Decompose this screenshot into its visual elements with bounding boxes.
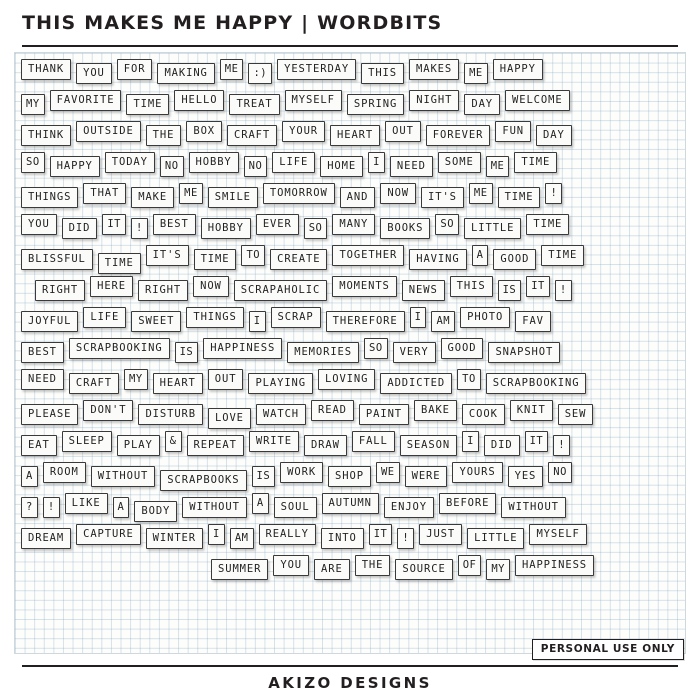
wordbit-chip[interactable]: HAPPY bbox=[50, 156, 100, 177]
wordbit-chip[interactable]: SCRAPBOOKING bbox=[486, 373, 587, 394]
wordbit-chip[interactable]: YES bbox=[508, 466, 544, 487]
wordbit-chip[interactable]: YESTERDAY bbox=[277, 59, 356, 80]
wordbit-chip[interactable]: IT bbox=[369, 524, 393, 545]
wordbit-chip[interactable]: FAV bbox=[515, 311, 551, 332]
wordbit-chip[interactable]: TO bbox=[241, 245, 265, 266]
wordbit-chip[interactable]: MOMENTS bbox=[332, 276, 397, 297]
wordbit-chip[interactable]: MY bbox=[124, 369, 148, 390]
wordbit-row bbox=[21, 369, 679, 399]
wordbit-chip[interactable]: YOURS bbox=[452, 462, 502, 483]
wordbit-chip[interactable]: LOVING bbox=[318, 369, 375, 390]
wordbit-chip[interactable]: CREATE bbox=[270, 249, 327, 270]
wordbit-chip[interactable]: TOMORROW bbox=[263, 183, 335, 204]
wordbit-chip[interactable]: TO bbox=[457, 369, 481, 390]
wordbit-row bbox=[21, 307, 679, 337]
wordbit-chip[interactable]: LITTLE bbox=[467, 528, 524, 549]
wordbit-chip[interactable]: ! bbox=[43, 497, 60, 518]
wordbit-chip[interactable]: HAPPINESS bbox=[515, 555, 594, 576]
wordbit-chip[interactable]: BAKE bbox=[414, 400, 457, 421]
wordbit-chip[interactable]: SMILE bbox=[208, 187, 258, 208]
wordbit-chip[interactable]: I bbox=[208, 524, 225, 545]
wordbits-sheet bbox=[14, 52, 686, 654]
wordbit-chip[interactable]: JUST bbox=[419, 524, 462, 545]
wordbit-chip[interactable]: MAKING bbox=[157, 63, 214, 84]
wordbit-chip[interactable]: LOVE bbox=[208, 408, 251, 429]
wordbit-chip[interactable]: NO bbox=[548, 462, 572, 483]
personal-use-badge: PERSONAL USE ONLY bbox=[532, 639, 684, 660]
wordbit-chip[interactable]: SOME bbox=[438, 152, 481, 173]
page-header bbox=[0, 0, 700, 46]
wordbit-chip[interactable]: ! bbox=[553, 435, 570, 456]
wordbit-row bbox=[21, 555, 679, 585]
wordbit-chip[interactable]: WITHOUT bbox=[91, 466, 156, 487]
wordbit-chip[interactable]: SHOP bbox=[328, 466, 371, 487]
wordbit-chip[interactable]: DID bbox=[62, 218, 98, 239]
wordbit-chip[interactable]: SCRAPBOOKS bbox=[160, 470, 246, 491]
wordbit-chip[interactable]: IS bbox=[498, 280, 522, 301]
wordbit-chip[interactable]: DID bbox=[484, 435, 520, 456]
wordbit-chip[interactable]: FOR bbox=[117, 59, 153, 80]
wordbit-chip[interactable]: CRAFT bbox=[69, 373, 119, 394]
wordbit-chip[interactable]: LIFE bbox=[83, 307, 126, 328]
wordbit-chip[interactable]: EAT bbox=[21, 435, 57, 456]
wordbit-chip[interactable]: THEREFORE bbox=[326, 311, 405, 332]
wordbit-chip[interactable]: HEART bbox=[330, 125, 380, 146]
wordbit-row bbox=[21, 121, 679, 151]
wordbit-chip[interactable]: BODY bbox=[134, 501, 177, 522]
wordbit-chip[interactable]: SOUL bbox=[274, 497, 317, 518]
wordbit-chip[interactable]: PLEASE bbox=[21, 404, 78, 425]
wordbit-chip[interactable]: I bbox=[249, 311, 266, 332]
wordbit-chip[interactable]: THANK bbox=[21, 59, 71, 80]
wordbit-chip[interactable]: TREAT bbox=[229, 94, 279, 115]
wordbit-chip[interactable]: WORK bbox=[280, 462, 323, 483]
wordbit-chip[interactable]: TIME bbox=[126, 94, 169, 115]
wordbit-chip[interactable]: NOW bbox=[193, 276, 229, 297]
wordbit-chip[interactable]: TIME bbox=[498, 187, 541, 208]
wordbit-chip[interactable]: DREAM bbox=[21, 528, 71, 549]
wordbit-chip[interactable]: GOOD bbox=[441, 338, 484, 359]
wordbit-chip[interactable]: TIME bbox=[98, 253, 141, 274]
wordbit-chip[interactable]: HERE bbox=[90, 276, 133, 297]
wordbit-chip[interactable]: ME bbox=[486, 156, 510, 177]
wordbit-chip[interactable]: MYSELF bbox=[529, 524, 586, 545]
page-title: THIS MAKES ME HAPPY | WORDBITS bbox=[22, 12, 443, 34]
wordbit-chip[interactable]: AM bbox=[431, 311, 455, 332]
wordbit-chip[interactable]: THIS bbox=[361, 63, 404, 84]
wordbit-row bbox=[21, 59, 679, 89]
wordbit-chip[interactable]: FAVORITE bbox=[50, 90, 122, 111]
wordbit-row bbox=[21, 90, 679, 120]
wordbit-chip[interactable]: LIFE bbox=[272, 152, 315, 173]
wordbit-chip[interactable]: THAT bbox=[83, 183, 126, 204]
wordbit-chip[interactable]: DISTURB bbox=[138, 404, 203, 425]
wordbit-chip[interactable]: WELCOME bbox=[505, 90, 570, 111]
wordbit-chip[interactable]: NOW bbox=[380, 183, 416, 204]
wordbit-chip[interactable]: OUT bbox=[385, 121, 421, 142]
wordbit-row bbox=[21, 152, 679, 182]
wordbit-chip[interactable]: FALL bbox=[352, 431, 395, 452]
wordbit-chip[interactable]: PLAYING bbox=[248, 373, 313, 394]
wordbit-row bbox=[21, 400, 679, 430]
wordbit-chip[interactable]: CRAFT bbox=[227, 125, 277, 146]
wordbit-chip[interactable]: :) bbox=[248, 63, 272, 84]
wordbit-chip[interactable]: OUT bbox=[208, 369, 244, 390]
wordbit-chip[interactable]: MAKES bbox=[409, 59, 459, 80]
wordbit-chip[interactable]: EVER bbox=[256, 214, 299, 235]
wordbit-chip[interactable]: I bbox=[462, 431, 479, 452]
wordbit-chip[interactable]: ! bbox=[545, 183, 562, 204]
wordbit-chip[interactable]: ? bbox=[21, 497, 38, 518]
wordbit-chip[interactable]: WITHOUT bbox=[182, 497, 247, 518]
wordbit-row bbox=[21, 338, 679, 368]
brand-name: AKIZO DESIGNS bbox=[268, 674, 432, 692]
wordbit-chip[interactable]: PHOTO bbox=[460, 307, 510, 328]
wordbit-chip[interactable]: AUTUMN bbox=[322, 493, 379, 514]
wordbit-chip[interactable]: DON'T bbox=[83, 400, 133, 421]
wordbit-chip[interactable]: PLAY bbox=[117, 435, 160, 456]
wordbit-chip[interactable]: MEMORIES bbox=[287, 342, 359, 363]
wordbit-chip[interactable]: ARE bbox=[314, 559, 350, 580]
wordbit-chip[interactable]: LIKE bbox=[65, 493, 108, 514]
wordbit-chip[interactable]: TODAY bbox=[105, 152, 155, 173]
wordbit-chip[interactable]: YOU bbox=[273, 555, 309, 576]
wordbit-chip[interactable]: ADDICTED bbox=[380, 373, 452, 394]
wordbit-chip[interactable]: REPEAT bbox=[187, 435, 244, 456]
wordbit-chip[interactable]: SEW bbox=[558, 404, 594, 425]
wordbit-chip[interactable]: A bbox=[252, 493, 269, 514]
wordbit-chip[interactable]: SEASON bbox=[400, 435, 457, 456]
wordbit-chip[interactable]: BEFORE bbox=[439, 493, 496, 514]
wordbit-chip[interactable]: SO bbox=[435, 214, 459, 235]
wordbit-chip[interactable]: HOBBY bbox=[189, 152, 239, 173]
wordbit-row bbox=[21, 214, 679, 244]
wordbit-chip[interactable]: TIME bbox=[514, 152, 557, 173]
wordbit-chip[interactable]: CAPTURE bbox=[76, 524, 141, 545]
wordbit-chip[interactable]: IT bbox=[526, 276, 550, 297]
wordbit-chip[interactable]: IS bbox=[175, 342, 199, 363]
wordbit-chip[interactable]: ME bbox=[469, 183, 493, 204]
wordbit-chip[interactable]: DAY bbox=[536, 125, 572, 146]
wordbit-chip[interactable]: IT'S bbox=[146, 245, 189, 266]
wordbit-chip[interactable]: OUTSIDE bbox=[76, 121, 141, 142]
wordbit-chip[interactable]: HAVING bbox=[409, 249, 466, 270]
wordbit-chip[interactable]: HEART bbox=[153, 373, 203, 394]
wordbit-chip[interactable]: JOYFUL bbox=[21, 311, 78, 332]
wordbit-row bbox=[21, 524, 679, 554]
wordbit-chip[interactable]: IT'S bbox=[421, 187, 464, 208]
wordbit-chip[interactable]: TIME bbox=[541, 245, 584, 266]
wordbit-chip[interactable]: SCRAPAHOLIC bbox=[234, 280, 327, 301]
wordbit-chip[interactable]: NEWS bbox=[402, 280, 445, 301]
wordbit-chip[interactable]: BOX bbox=[186, 121, 222, 142]
wordbit-chip[interactable]: SNAPSHOT bbox=[488, 342, 560, 363]
wordbit-chip[interactable]: TIME bbox=[194, 249, 237, 270]
wordbit-chip[interactable]: FUN bbox=[495, 121, 531, 142]
wordbit-chip[interactable]: SO bbox=[304, 218, 328, 239]
page-footer bbox=[0, 666, 700, 700]
wordbit-chip[interactable]: YOU bbox=[21, 214, 57, 235]
wordbit-chip[interactable]: REALLY bbox=[259, 524, 316, 545]
wordbits-rows bbox=[21, 59, 679, 585]
wordbit-chip[interactable]: MYSELF bbox=[285, 90, 342, 111]
wordbit-chip[interactable]: A bbox=[21, 466, 38, 487]
wordbit-chip[interactable]: WE bbox=[376, 462, 400, 483]
wordbit-chip[interactable]: BEST bbox=[153, 214, 196, 235]
wordbit-chip[interactable]: KNIT bbox=[510, 400, 553, 421]
wordbit-chip[interactable]: YOU bbox=[76, 63, 112, 84]
wordbit-chip[interactable]: THINGS bbox=[186, 307, 243, 328]
wordbit-chip[interactable]: OF bbox=[458, 555, 482, 576]
wordbit-row bbox=[21, 462, 679, 492]
wordbit-chip[interactable]: THINK bbox=[21, 125, 71, 146]
wordbit-chip[interactable]: PAINT bbox=[359, 404, 409, 425]
wordbit-chip[interactable]: SWEET bbox=[131, 311, 181, 332]
wordbit-chip[interactable]: MANY bbox=[332, 214, 375, 235]
wordbit-chip[interactable]: I bbox=[368, 152, 385, 173]
wordbit-chip[interactable]: WITHOUT bbox=[501, 497, 566, 518]
wordbit-chip[interactable]: NO bbox=[244, 156, 268, 177]
wordbit-chip[interactable]: FOREVER bbox=[426, 125, 491, 146]
wordbit-chip[interactable]: SCRAP bbox=[271, 307, 321, 328]
wordbit-chip[interactable]: WRITE bbox=[249, 431, 299, 452]
wordbit-chip[interactable]: BLISSFUL bbox=[21, 249, 93, 270]
wordbit-chip[interactable]: GOOD bbox=[493, 249, 536, 270]
wordbit-chip[interactable]: TOGETHER bbox=[332, 245, 404, 266]
wordbit-chip[interactable]: NO bbox=[160, 156, 184, 177]
wordbit-chip[interactable]: I bbox=[410, 307, 427, 328]
wordbit-row bbox=[21, 493, 679, 523]
wordbit-chip[interactable]: THINGS bbox=[21, 187, 78, 208]
wordbit-chip[interactable]: RIGHT bbox=[35, 280, 85, 301]
wordbit-chip[interactable]: LITTLE bbox=[464, 218, 521, 239]
wordbit-chip[interactable]: SO bbox=[21, 152, 45, 173]
wordbit-chip[interactable]: IT bbox=[102, 214, 126, 235]
wordbit-chip[interactable]: MY bbox=[21, 94, 45, 115]
wordbit-chip[interactable]: MAKE bbox=[131, 187, 174, 208]
wordbit-chip[interactable]: A bbox=[472, 245, 489, 266]
wordbit-chip[interactable]: WERE bbox=[405, 466, 448, 487]
wordbit-chip[interactable]: THIS bbox=[450, 276, 493, 297]
wordbit-chip[interactable]: A bbox=[113, 497, 130, 518]
wordbit-chip[interactable]: SOURCE bbox=[395, 559, 452, 580]
wordbit-chip[interactable]: ME bbox=[179, 183, 203, 204]
wordbit-chip[interactable]: WINTER bbox=[146, 528, 203, 549]
wordbit-chip[interactable]: HAPPY bbox=[493, 59, 543, 80]
wordbit-chip[interactable]: ! bbox=[397, 528, 414, 549]
wordbit-chip[interactable]: DRAW bbox=[304, 435, 347, 456]
wordbit-chip[interactable]: SCRAPBOOKING bbox=[69, 338, 170, 359]
header-divider bbox=[22, 45, 678, 47]
wordbit-chip[interactable]: ! bbox=[131, 218, 148, 239]
wordbit-chip[interactable]: DAY bbox=[464, 94, 500, 115]
wordbit-chip[interactable]: INTO bbox=[321, 528, 364, 549]
wordbit-chip[interactable]: HOME bbox=[320, 156, 363, 177]
wordbit-chip[interactable]: NEED bbox=[390, 156, 433, 177]
wordbit-row bbox=[21, 245, 679, 275]
wordbit-chip[interactable]: IS bbox=[252, 466, 276, 487]
wordbit-chip[interactable]: VERY bbox=[393, 342, 436, 363]
wordbit-chip[interactable]: AND bbox=[340, 187, 376, 208]
wordbit-row bbox=[21, 431, 679, 461]
wordbit-chip[interactable]: SLEEP bbox=[62, 431, 112, 452]
wordbit-chip[interactable]: WATCH bbox=[256, 404, 306, 425]
wordbit-chip[interactable]: ! bbox=[555, 280, 572, 301]
wordbit-chip[interactable]: & bbox=[165, 431, 182, 452]
wordbit-chip[interactable]: SUMMER bbox=[211, 559, 268, 580]
wordbit-row bbox=[21, 276, 679, 306]
wordbit-chip[interactable]: NEED bbox=[21, 369, 64, 390]
wordbit-chip[interactable]: ME bbox=[220, 59, 244, 80]
wordbit-chip[interactable]: NIGHT bbox=[409, 90, 459, 111]
wordbit-chip[interactable]: RIGHT bbox=[138, 280, 188, 301]
wordbit-chip[interactable]: THE bbox=[355, 555, 391, 576]
wordbit-chip[interactable]: ENJOY bbox=[384, 497, 434, 518]
wordbit-chip[interactable]: HOBBY bbox=[201, 218, 251, 239]
wordbit-chip[interactable]: COOK bbox=[462, 404, 505, 425]
wordbit-chip[interactable]: TIME bbox=[526, 214, 569, 235]
wordbit-chip[interactable]: IT bbox=[525, 431, 549, 452]
wordbit-row bbox=[21, 183, 679, 213]
wordbit-chip[interactable]: HAPPINESS bbox=[203, 338, 282, 359]
wordbit-chip[interactable]: ROOM bbox=[43, 462, 86, 483]
wordbit-chip[interactable]: READ bbox=[311, 400, 354, 421]
wordbit-chip[interactable]: AM bbox=[230, 528, 254, 549]
wordbit-chip[interactable]: SO bbox=[364, 338, 388, 359]
wordbit-chip[interactable]: THE bbox=[146, 125, 182, 146]
wordbit-chip[interactable]: BEST bbox=[21, 342, 64, 363]
wordbit-chip[interactable]: YOUR bbox=[282, 121, 325, 142]
wordbit-chip[interactable]: HELLO bbox=[174, 90, 224, 111]
wordbit-chip[interactable]: ME bbox=[464, 63, 488, 84]
wordbit-chip[interactable]: BOOKS bbox=[380, 218, 430, 239]
wordbit-chip[interactable]: MY bbox=[486, 559, 510, 580]
wordbit-chip[interactable]: SPRING bbox=[347, 94, 404, 115]
